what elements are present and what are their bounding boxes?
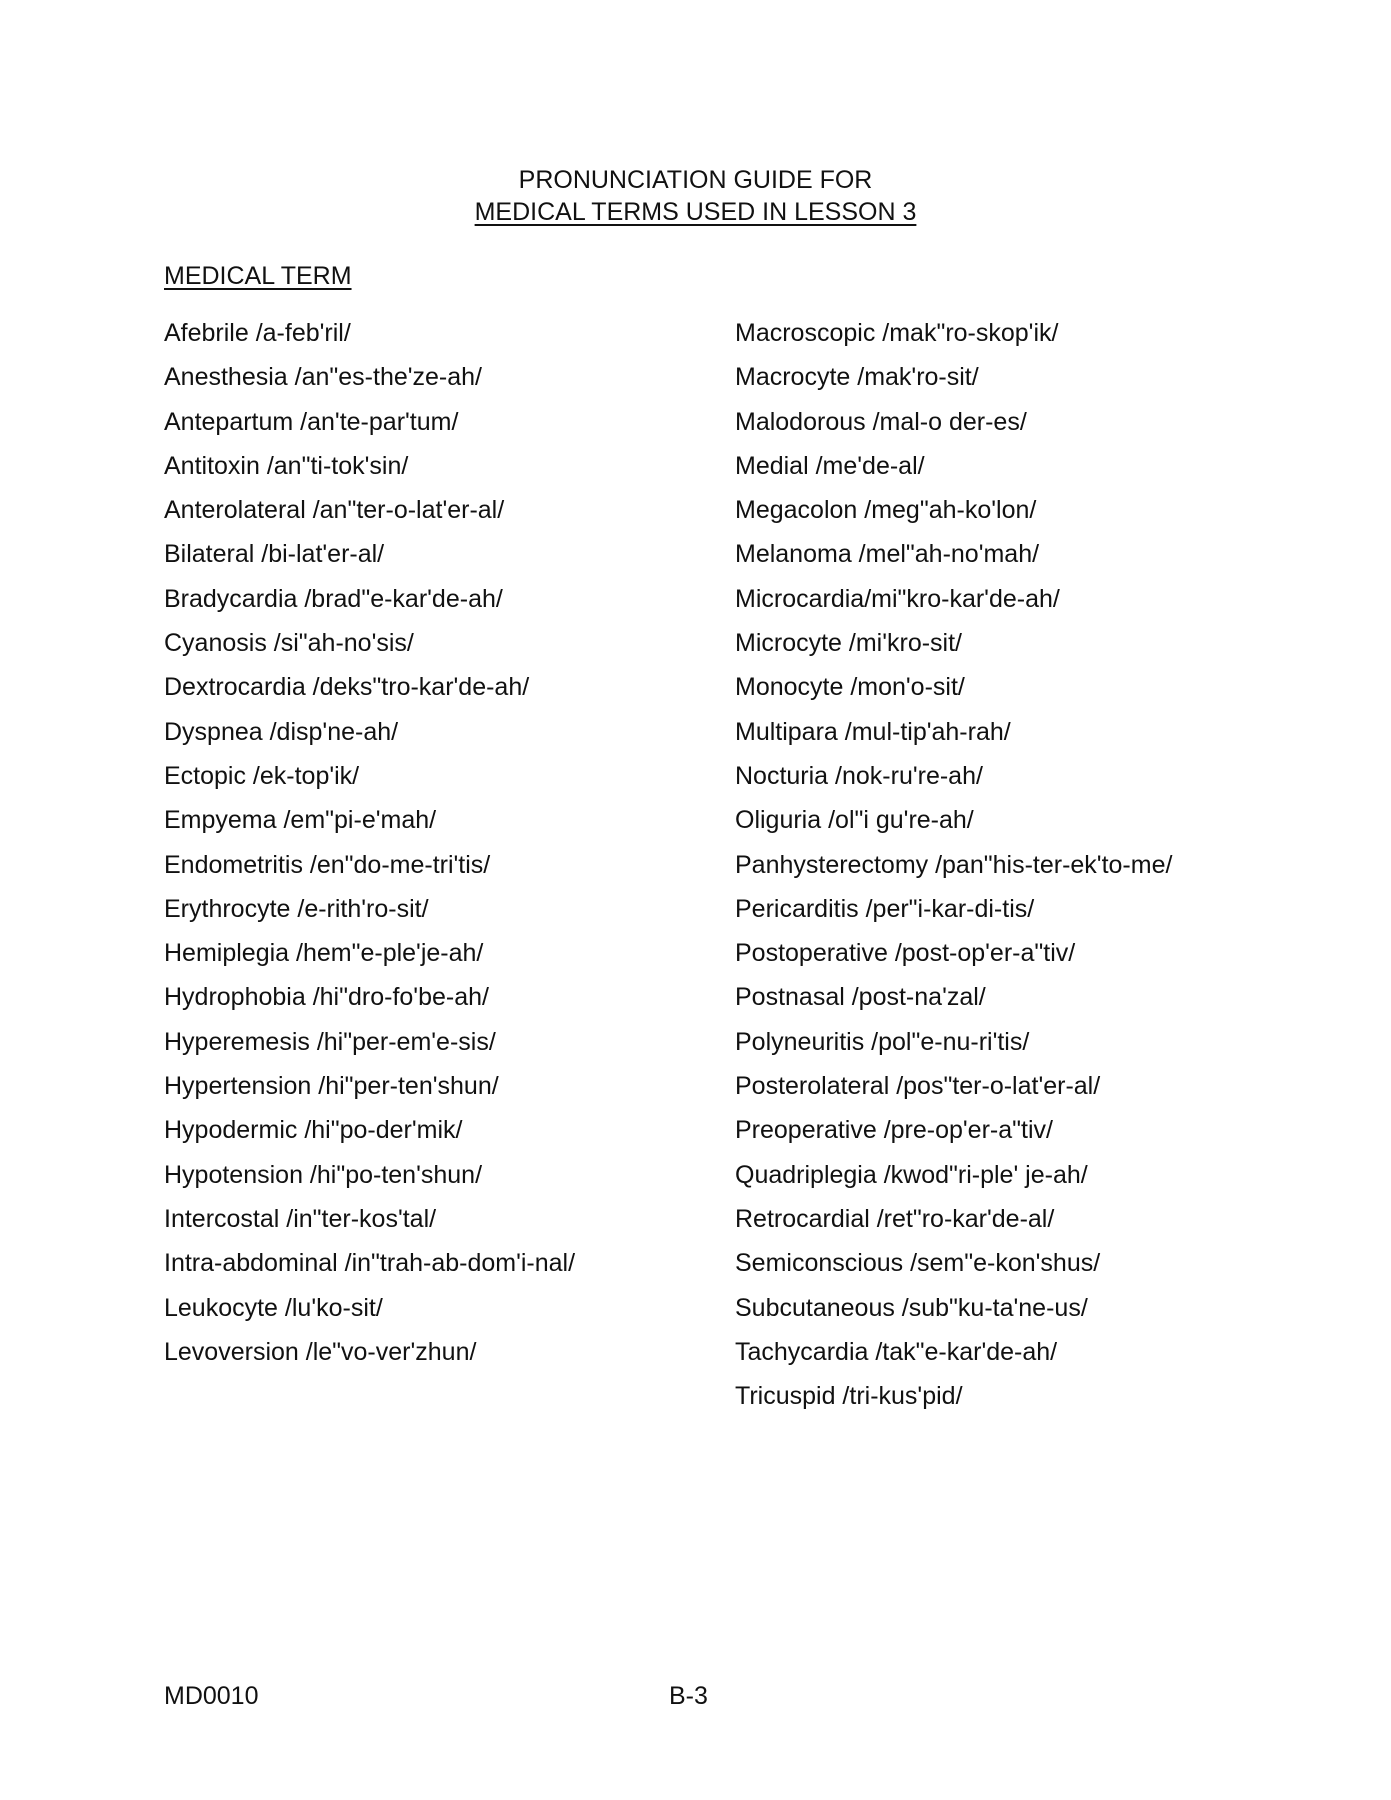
term-item: Pericarditis /per"i-kar-di-tis/ <box>735 894 1035 923</box>
footer-doc-code: MD0010 <box>164 1682 259 1710</box>
term-item: Leukocyte /lu'ko-sit/ <box>164 1293 383 1322</box>
term-item: Levoversion /le"vo-ver'zhun/ <box>164 1337 477 1366</box>
term-item: Antitoxin /an"ti-tok'sin/ <box>164 451 409 480</box>
term-item: Bradycardia /brad"e-kar'de-ah/ <box>164 584 503 613</box>
term-item: Nocturia /nok-ru're-ah/ <box>735 761 983 790</box>
term-item: Endometritis /en"do-me-tri'tis/ <box>164 850 491 879</box>
term-item: Antepartum /an'te-par'tum/ <box>164 407 459 436</box>
term-item: Semiconscious /sem"e-kon'shus/ <box>735 1249 1101 1278</box>
term-item: Afebrile /a-feb'ril/ <box>164 319 351 347</box>
term-item: Dyspnea /disp'ne-ah/ <box>164 717 399 746</box>
term-item: Hypodermic /hi"po-der'mik/ <box>164 1116 463 1145</box>
term-item: Hemiplegia /hem"e-ple'je-ah/ <box>164 939 484 968</box>
term-item: Postnasal /post-na'zal/ <box>735 983 986 1012</box>
term-item: Empyema /em"pi-e'mah/ <box>164 806 437 835</box>
term-item: Malodorous /mal-o der-es/ <box>735 407 1027 436</box>
term-list-right <box>735 318 1172 1425</box>
term-item: Tachycardia /tak"e-kar'de-ah/ <box>735 1337 1058 1366</box>
term-item: Microcyte /mi'kro-sit/ <box>735 629 963 658</box>
title-line-1: PRONUNCIATION GUIDE FOR <box>518 166 873 194</box>
page-title <box>0 164 1391 228</box>
term-item: Multipara /mul-tip'ah-rah/ <box>735 717 1011 746</box>
term-item: Postoperative /post-op'er-a"tiv/ <box>735 939 1076 968</box>
term-item: Microcardia/mi"kro-kar'de-ah/ <box>735 584 1060 613</box>
section-heading-medical-term: MEDICAL TERM <box>164 262 352 290</box>
term-item: Monocyte /mon'o-sit/ <box>735 673 965 702</box>
title-line-2: MEDICAL TERMS USED IN LESSON 3 <box>474 198 917 226</box>
term-item: Cyanosis /si"ah-no'sis/ <box>164 629 414 658</box>
term-item: Posterolateral /pos"ter-o-lat'er-al/ <box>735 1072 1101 1101</box>
term-item: Megacolon /meg"ah-ko'lon/ <box>735 496 1037 525</box>
term-item: Intercostal /in"ter-kos'tal/ <box>164 1204 437 1233</box>
term-item: Hypertension /hi"per-ten'shun/ <box>164 1072 499 1101</box>
term-item: Tricuspid /tri-kus'pid/ <box>735 1382 963 1411</box>
term-item: Quadriplegia /kwod"ri-ple' je-ah/ <box>735 1160 1088 1189</box>
term-item: Hydrophobia /hi"dro-fo'be-ah/ <box>164 983 489 1012</box>
term-item: Polyneuritis /pol"e-nu-ri'tis/ <box>735 1027 1030 1056</box>
term-item: Hyperemesis /hi"per-em'e-sis/ <box>164 1027 496 1056</box>
term-item: Macroscopic /mak"ro-skop'ik/ <box>735 319 1059 347</box>
term-item: Anterolateral /an"ter-o-lat'er-al/ <box>164 496 505 525</box>
term-item: Ectopic /ek-top'ik/ <box>164 761 360 790</box>
term-item: Retrocardial /ret"ro-kar'de-al/ <box>735 1204 1055 1233</box>
term-item: Macrocyte /mak'ro-sit/ <box>735 363 979 392</box>
footer-page-number: B-3 <box>669 1682 708 1710</box>
term-item: Anesthesia /an"es-the'ze-ah/ <box>164 363 483 392</box>
term-item: Preoperative /pre-op'er-a"tiv/ <box>735 1116 1053 1145</box>
term-item: Hypotension /hi"po-ten'shun/ <box>164 1160 483 1189</box>
term-item: Medial /me'de-al/ <box>735 451 925 480</box>
term-item: Subcutaneous /sub"ku-ta'ne-us/ <box>735 1293 1088 1322</box>
term-item: Panhysterectomy /pan"his-ter-ek'to-me/ <box>735 850 1173 879</box>
term-item: Bilateral /bi-lat'er-al/ <box>164 540 385 569</box>
term-item: Melanoma /mel"ah-no'mah/ <box>735 540 1040 569</box>
term-item: Intra-abdominal /in"trah-ab-dom'i-nal/ <box>164 1249 576 1278</box>
term-item: Dextrocardia /deks"tro-kar'de-ah/ <box>164 673 530 702</box>
term-item: Oliguria /ol"i gu're-ah/ <box>735 806 974 835</box>
term-list-left <box>164 318 575 1381</box>
term-item: Erythrocyte /e-rith'ro-sit/ <box>164 894 429 923</box>
